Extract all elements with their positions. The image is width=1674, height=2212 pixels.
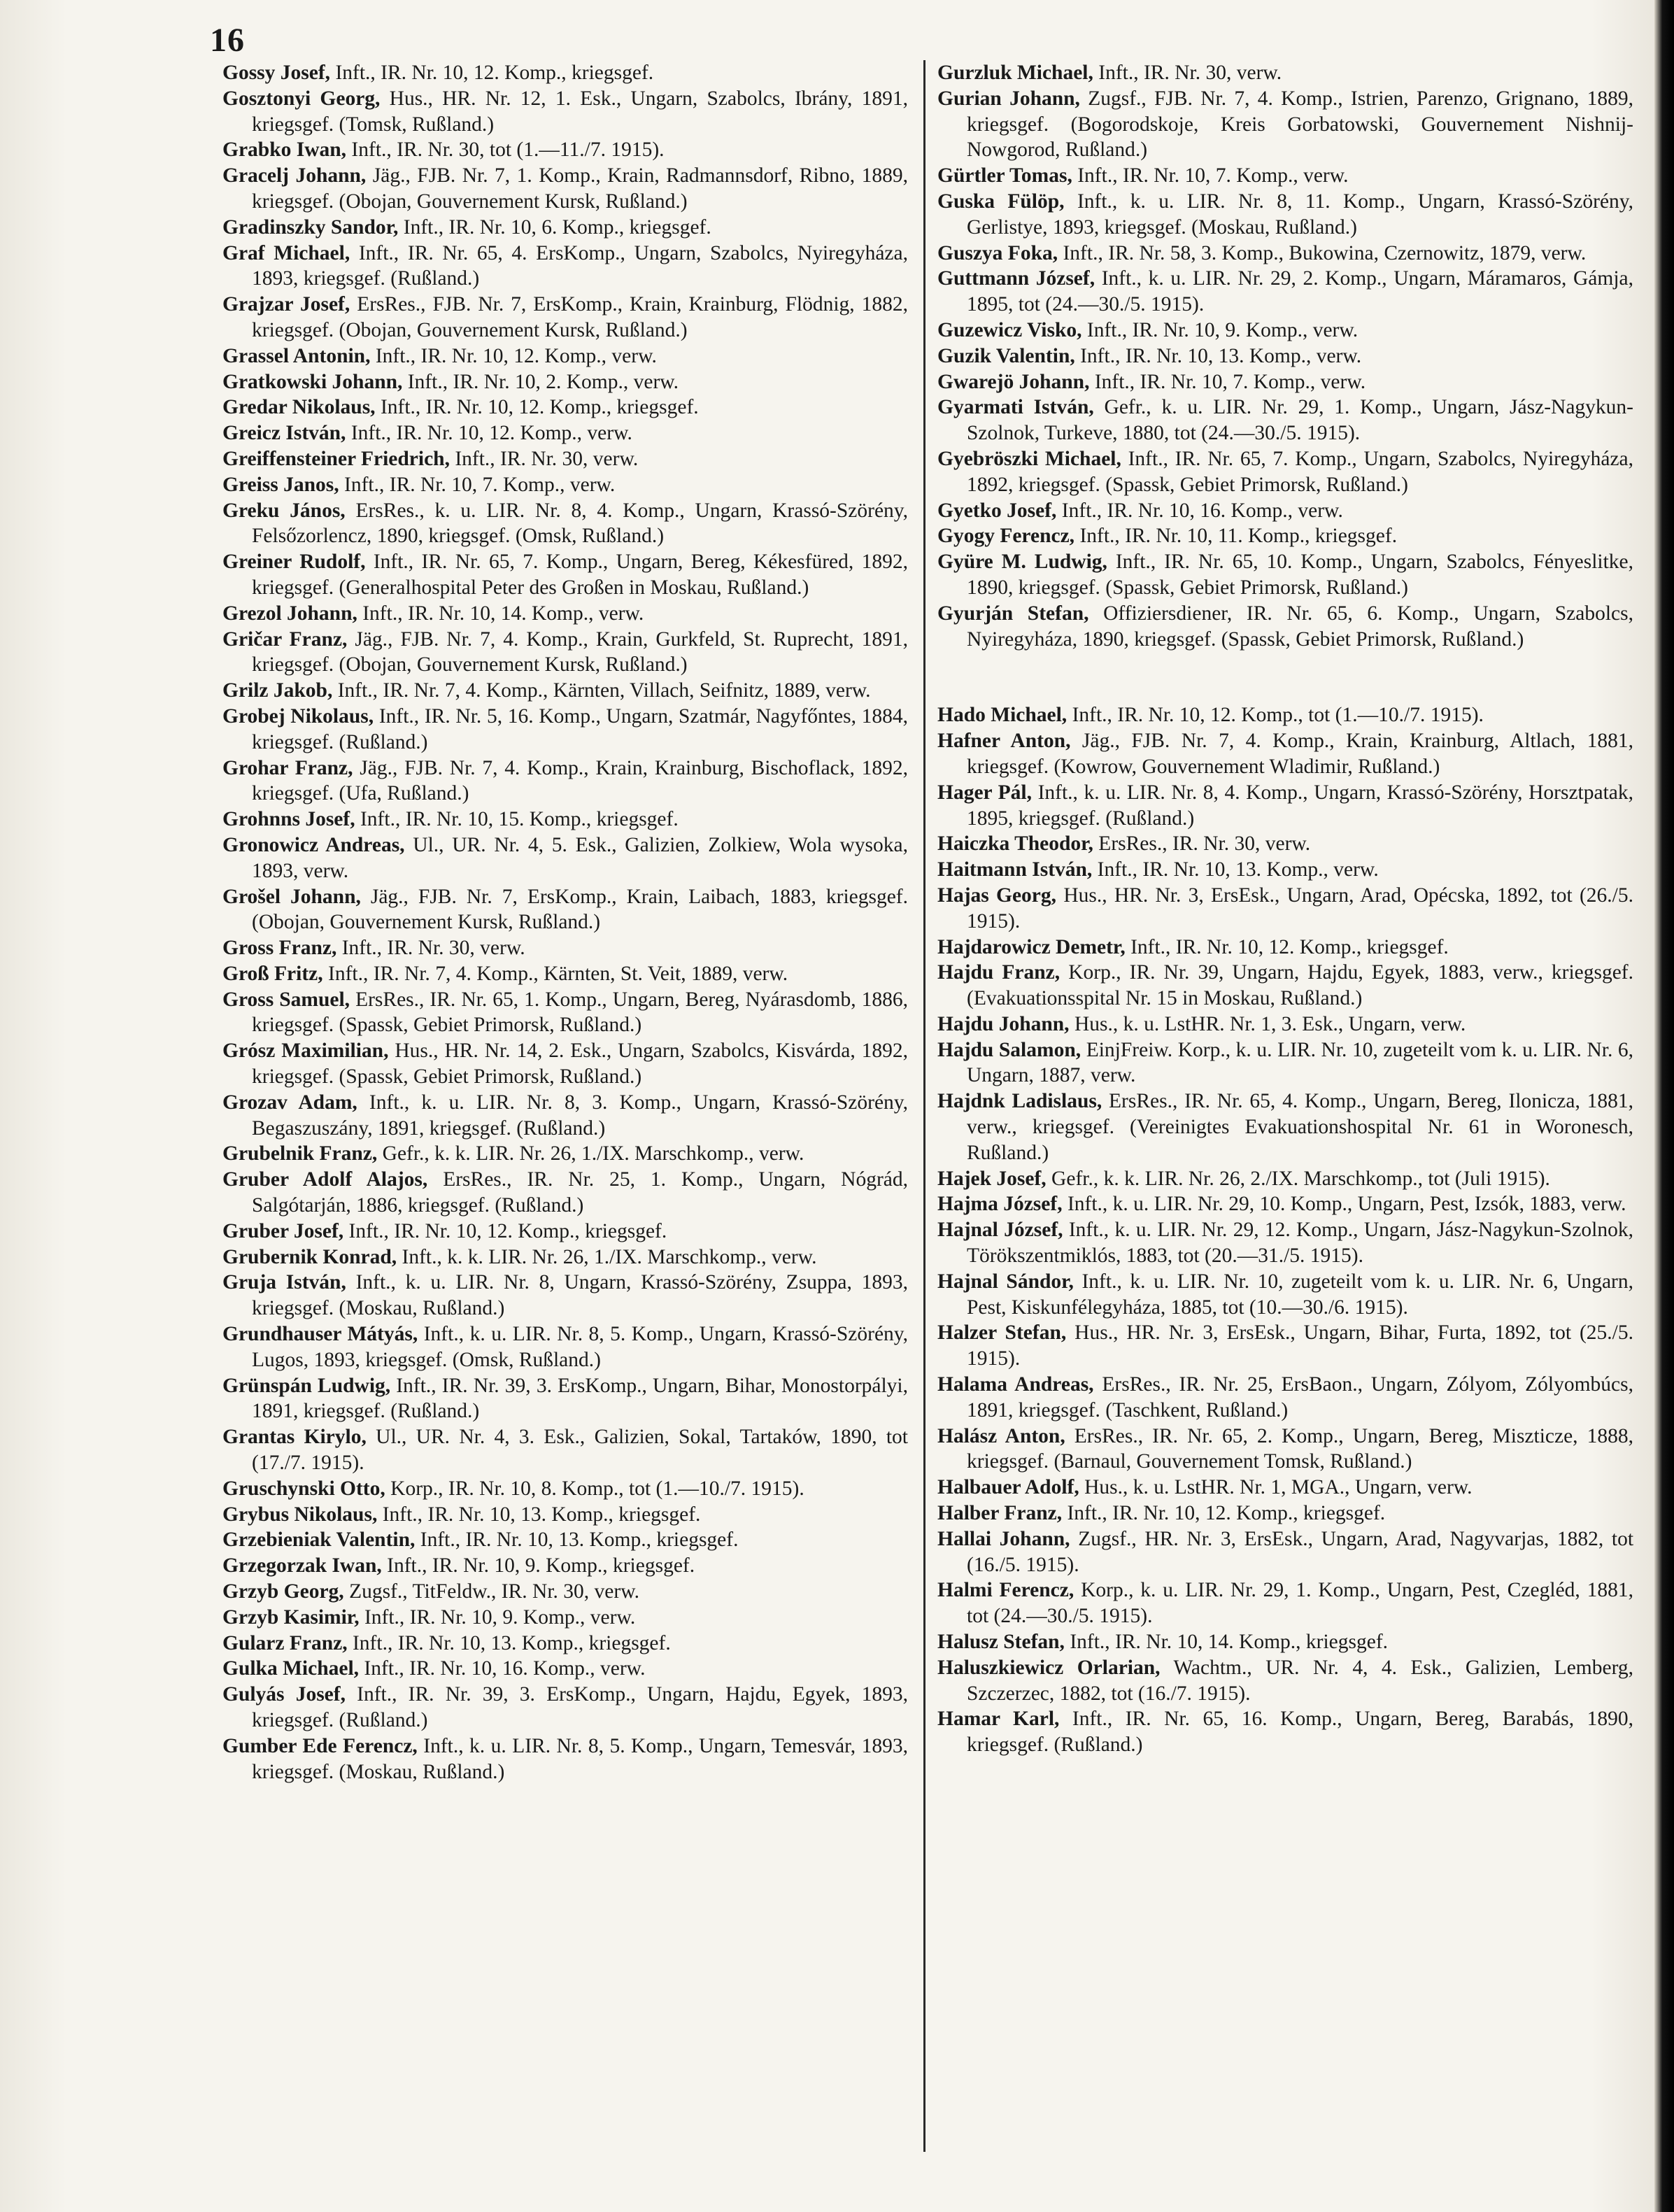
- list-entry: [222, 395, 908, 420]
- entry-name: Gričar Franz,: [222, 628, 348, 651]
- list-entry: [937, 60, 1633, 86]
- entry-name: Grzyb Kasimir,: [222, 1605, 360, 1629]
- entry-details: Inft., IR. Nr. 10, 16. Komp., verw.: [1061, 499, 1343, 522]
- list-entry: [937, 831, 1633, 857]
- entry-name: Halusz Stefan,: [937, 1631, 1065, 1654]
- entry-details: ErsRes., FJB. Nr. 7, ErsKomp., Krain, Krainburg, Flödnig, 1882, kriegsgef. (Obojan, Gouvernement Kursk, Rußland.): [252, 293, 908, 341]
- list-entry: [222, 756, 908, 807]
- entry-name: Gurian Johann,: [937, 87, 1080, 110]
- entry-details: Hus., HR. Nr. 14, 2. Esk., Ungarn, Szabolcs, Kisvárda, 1892, kriegsgef. (Spassk, Gebiet Primorsk, Rußland.): [252, 1040, 908, 1089]
- list-entry: [222, 1734, 908, 1785]
- entry-name: Gratkowski Johann,: [222, 370, 403, 393]
- list-entry: [222, 1682, 908, 1734]
- entry-details: Inft., IR. Nr. 10, 12. Komp., kriegsgef.: [335, 62, 654, 84]
- list-entry: [222, 987, 908, 1039]
- list-entry: [937, 189, 1633, 241]
- list-entry: [222, 86, 908, 138]
- entry-details: Inft., IR. Nr. 65, 16. Komp., Ungarn, Bereg, Barabás, 1890, kriegsgef. (Rußland.): [967, 1708, 1633, 1757]
- right-column-bottom: [937, 702, 1633, 1758]
- entry-name: Grundhauser Mátyás,: [222, 1323, 418, 1346]
- list-entry: [937, 960, 1633, 1012]
- entry-details: EinjFreiw. Korp., k. u. LIR. Nr. 10, zugeteilt vom k. u. LIR. Nr. 6, Ungarn, 1887, verw.: [967, 1038, 1634, 1087]
- entry-name: Grilz Jakob,: [222, 679, 333, 702]
- entry-details: Inft., k. u. LIR. Nr. 29, 2. Komp., Ungarn, Máramaros, Gámja, 1895, tot (24.—30./5. 1915).: [967, 267, 1633, 316]
- list-entry: [937, 163, 1633, 189]
- entry-details: ErsRes., IR. Nr. 65, 2. Komp., Ungarn, Bereg, Miszticze, 1888, kriegsgef. (Barnaul, Gouvernement Tomsk, Rußland.): [967, 1424, 1633, 1473]
- entry-details: Inft., IR. Nr. 65, 7. Komp., Ungarn, Bereg, Kékesfüred, 1892, kriegsgef. (Generalhospital Peter des Großen in Moskau, Rußland.): [252, 551, 909, 599]
- entry-name: Hajnal József,: [937, 1219, 1063, 1242]
- list-entry: [937, 857, 1633, 883]
- entry-name: Guzewicz Visko,: [937, 318, 1082, 341]
- list-entry: [937, 549, 1633, 601]
- entry-details: ErsRes., IR. Nr. 25, 1. Komp., Ungarn, Nógrád, Salgótarján, 1886, kriegsgef. (Rußland.): [252, 1168, 908, 1217]
- entry-details: Inft., IR. Nr. 39, 3. ErsKomp., Ungarn, Hajdu, Egyek, 1893, kriegsgef. (Rußland.): [252, 1683, 908, 1731]
- list-entry: [222, 1321, 908, 1373]
- list-entry: [222, 1553, 908, 1579]
- list-entry: [937, 935, 1633, 960]
- entry-name: Halzer Stefan,: [937, 1321, 1067, 1345]
- entry-details: Inft., k. u. LIR. Nr. 10, zugeteilt vom k. u. LIR. Nr. 6, Ungarn, Pest, Kiskunfélegyháza, 1885, tot (10.—30./6. 1915).: [967, 1270, 1633, 1319]
- entry-details: Zugsf., FJB. Nr. 7, 4. Komp., Istrien, Parenzo, Grignano, 1889, kriegsgef. (Bogorodskoje, Kreis Gorbatowski, Gouvernement Nishnij-Nowgorod, Rußland.): [967, 87, 1633, 162]
- entry-name: Hajdu Salamon,: [937, 1038, 1081, 1061]
- entry-name: Gradinszky Sandor,: [222, 215, 399, 239]
- entry-name: Guzik Valentin,: [937, 344, 1075, 367]
- entry-name: Grzegorzak Iwan,: [222, 1554, 382, 1578]
- entry-details: Inft., IR. Nr. 39, 3. ErsKomp., Ungarn, Bihar, Monostorpályi, 1891, kriegsgef. (Rußland.): [252, 1374, 908, 1423]
- list-entry: [937, 1269, 1633, 1321]
- list-entry: [937, 1526, 1633, 1578]
- entry-name: Grošel Johann,: [222, 885, 361, 908]
- list-entry: [222, 1656, 908, 1682]
- list-entry: [222, 935, 908, 961]
- entry-details: Inft., IR. Nr. 10, 7. Komp., verw.: [1094, 370, 1366, 393]
- entry-details: Inft., IR. Nr. 10, 9. Komp., kriegsgef.: [387, 1554, 695, 1578]
- list-entry: [937, 1012, 1633, 1037]
- entry-details: Inft., k. u. LIR. Nr. 8, 3. Komp., Ungarn, Krassó-Szörény, Begaszuszány, 1891, kriegsgef. (Rußland.): [252, 1091, 909, 1140]
- entry-name: Hajdu Franz,: [937, 961, 1061, 984]
- entry-name: Gyurján Stefan,: [937, 602, 1089, 625]
- entry-name: Haiczka Theodor,: [937, 832, 1093, 856]
- list-entry: [937, 1706, 1633, 1758]
- entry-name: Grantas Kirylo,: [222, 1426, 367, 1449]
- entry-details: Inft., IR. Nr. 10, 14. Komp., kriegsgef.: [1070, 1631, 1389, 1654]
- entry-name: Gosztonyi Georg,: [222, 87, 381, 110]
- list-entry: [937, 1501, 1633, 1526]
- entry-details: Inft., IR. Nr. 10, 12. Komp., kriegsgef.: [380, 396, 699, 419]
- list-entry: [937, 1089, 1633, 1165]
- list-entry: [222, 1270, 908, 1321]
- list-entry: [937, 601, 1633, 653]
- entry-details: Inft., IR. Nr. 10, 7. Komp., verw.: [1077, 164, 1349, 187]
- entry-details: Inft., IR. Nr. 10, 11. Komp., kriegsgef.: [1079, 525, 1398, 548]
- list-entry: [222, 1476, 908, 1502]
- list-entry: [937, 1037, 1633, 1089]
- entry-name: Grzebieniak Valentin,: [222, 1529, 416, 1552]
- list-entry: [937, 395, 1633, 446]
- entry-details: Inft., IR. Nr. 10, 12. Komp., tot (1.—10./7. 1915).: [1072, 704, 1484, 727]
- entry-name: Hajnal Sándor,: [937, 1270, 1074, 1293]
- entry-name: Gyebröszki Michael,: [937, 447, 1121, 470]
- entry-name: Hajdarowicz Demetr,: [937, 935, 1126, 958]
- entry-details: Ul., UR. Nr. 4, 3. Esk., Galizien, Sokal, Tartaków, 1890, tot (17./7. 1915).: [252, 1426, 909, 1475]
- entry-name: Hajek Josef,: [937, 1167, 1047, 1190]
- list-entry: [222, 832, 908, 884]
- entry-name: Hager Pál,: [937, 781, 1033, 804]
- list-entry: [937, 241, 1633, 267]
- entry-details: Inft., k. u. LIR. Nr. 29, 10. Komp., Ungarn, Pest, Izsók, 1883, verw.: [1067, 1193, 1626, 1216]
- list-entry: [222, 241, 908, 292]
- entry-name: Grabko Iwan,: [222, 139, 347, 162]
- left-column: [222, 60, 908, 1785]
- entry-name: Guska Fülöp,: [937, 190, 1065, 213]
- entry-details: Inft., IR. Nr. 10, 7. Komp., verw.: [344, 473, 616, 496]
- entry-details: Inft., IR. Nr. 10, 2. Komp., verw.: [407, 370, 679, 393]
- list-entry: [222, 807, 908, 832]
- list-entry: [937, 1372, 1633, 1424]
- entry-details: Inft., IR. Nr. 30, verw.: [1098, 62, 1282, 84]
- entry-details: Hus., k. u. LstHR. Nr. 1, 3. Esk., Ungarn, verw.: [1074, 1012, 1466, 1035]
- list-entry: [222, 343, 908, 369]
- list-entry: [222, 1527, 908, 1553]
- entry-name: Hajdu Johann,: [937, 1012, 1070, 1035]
- entry-details: Inft., IR. Nr. 7, 4. Komp., Kärnten, St. Veit, 1889, verw.: [328, 962, 788, 985]
- list-entry: [937, 266, 1633, 318]
- entry-details: Inft., k. u. LIR. Nr. 29, 12. Komp., Ungarn, Jász-Nagykun-Szolnok, Törökszentmiklós, 1883, tot (20.—31./5. 1915).: [967, 1219, 1633, 1268]
- entry-details: Zugsf., HR. Nr. 3, ErsEsk., Ungarn, Arad, Nagyvarjas, 1882, tot (16./5. 1915).: [967, 1527, 1634, 1576]
- entry-name: Greku János,: [222, 499, 346, 522]
- list-entry: [937, 780, 1633, 832]
- list-entry: [222, 1502, 908, 1528]
- entry-name: Gyüre M. Ludwig,: [937, 551, 1107, 574]
- list-entry: [937, 728, 1633, 780]
- list-entry: [222, 369, 908, 395]
- entry-name: Guszya Foka,: [937, 241, 1058, 264]
- entry-details: Offiziersdiener, IR. Nr. 65, 6. Komp., Ungarn, Szabolcs, Nyiregyháza, 1890, kriegsgef. (Spassk, Gebiet Primorsk, Rußland.): [967, 602, 1633, 651]
- column-divider: [923, 60, 925, 2152]
- scan-edge: [1654, 0, 1674, 2212]
- entry-details: Jäg., FJB. Nr. 7, 4. Komp., Krain, Krainburg, Altlach, 1881, kriegsgef. (Kowrow, Gouvernement Wladimir, Rußland.): [967, 730, 1633, 778]
- list-entry: [222, 498, 908, 550]
- entry-details: Gefr., k. k. LIR. Nr. 26, 2./IX. Marschkomp., tot (Juli 1915).: [1051, 1167, 1550, 1190]
- entry-details: Jäg., FJB. Nr. 7, 1. Komp., Krain, Radmannsdorf, Ribno, 1889, kriegsgef. (Obojan, Gouvernement Kursk, Rußland.): [252, 164, 909, 213]
- entry-name: Grzyb Georg,: [222, 1580, 344, 1603]
- entry-name: Hajdnk Ladislaus,: [937, 1090, 1102, 1113]
- entry-name: Halbauer Adolf,: [937, 1476, 1079, 1499]
- entry-details: Inft., IR. Nr. 65, 10. Komp., Ungarn, Szabolcs, Fényeslitke, 1890, kriegsgef. (Spassk, Gebiet Primorsk, Rußland.): [967, 551, 1634, 599]
- entry-details: Ul., UR. Nr. 4, 5. Esk., Galizien, Zolkiew, Wola wysoka, 1893, verw.: [252, 833, 908, 882]
- entry-name: Gurzluk Michael,: [937, 62, 1093, 84]
- entry-details: Gefr., k. k. LIR. Nr. 26, 1./IX. Marschkomp., verw.: [382, 1142, 804, 1165]
- entry-details: Inft., IR. Nr. 10, 12. Komp., kriegsgef.: [1130, 935, 1449, 958]
- list-entry: [222, 215, 908, 241]
- entry-details: Inft., IR. Nr. 10, 12. Komp., verw.: [350, 422, 632, 445]
- entry-details: Inft., k. u. LIR. Nr. 8, 5. Komp., Ungarn, Temesvár, 1893, kriegsgef. (Moskau, Rußland.): [252, 1734, 908, 1783]
- list-entry: [222, 1631, 908, 1657]
- entry-details: Gefr., k. u. LIR. Nr. 29, 1. Komp., Ungarn, Jász-Nagykun-Szolnok, Turkeve, 1880, tot (24.—30./5. 1915).: [967, 396, 1633, 445]
- list-entry: [222, 678, 908, 704]
- entry-name: Grobej Nikolaus,: [222, 704, 374, 728]
- list-entry: [222, 472, 908, 498]
- entry-details: ErsRes., IR. Nr. 65, 1. Komp., Ungarn, Bereg, Nyárasdomb, 1886, kriegsgef. (Spassk, Gebiet Primorsk, Rußland.): [252, 988, 908, 1037]
- entry-name: Haitmann István,: [937, 858, 1093, 881]
- list-entry: [222, 884, 908, 936]
- entry-name: Grubernik Konrad,: [222, 1245, 397, 1268]
- list-entry: [937, 343, 1633, 369]
- list-entry: [222, 163, 908, 215]
- entry-name: Gyetko Josef,: [937, 499, 1057, 522]
- page-number: 16: [210, 22, 245, 59]
- list-entry: [937, 318, 1633, 343]
- list-entry: [937, 1475, 1633, 1501]
- entry-name: Gracelj Johann,: [222, 164, 367, 187]
- entry-details: Inft., IR. Nr. 10, 12. Komp., verw.: [375, 344, 657, 367]
- entry-details: Inft., IR. Nr. 30, verw.: [455, 447, 639, 470]
- list-entry: [222, 1090, 908, 1142]
- entry-details: Inft., IR. Nr. 30, tot (1.—11./7. 1915).: [351, 139, 665, 162]
- list-entry: [937, 702, 1633, 728]
- entry-details: Inft., k. u. LIR. Nr. 8, 5. Komp., Ungarn, Krassó-Szörény, Lugos, 1893, kriegsgef. (Omsk, Rußland.): [252, 1323, 909, 1371]
- entry-details: ErsRes., IR. Nr. 25, ErsBaon., Ungarn, Zólyom, Zólyombúcs, 1891, kriegsgef. (Taschkent, Rußland.): [967, 1373, 1633, 1422]
- list-entry: [937, 1191, 1633, 1217]
- entry-details: Inft., IR. Nr. 65, 7. Komp., Ungarn, Szabolcs, Nyiregyháza, 1892, kriegsgef. (Spassk, Gebiet Primorsk, Rußland.): [967, 447, 1634, 496]
- list-entry: [222, 704, 908, 756]
- entry-name: Hajma József,: [937, 1193, 1063, 1216]
- list-entry: [222, 60, 908, 86]
- list-entry: [222, 1424, 908, 1476]
- entry-name: Gossy Josef,: [222, 62, 331, 84]
- list-entry: [937, 1424, 1633, 1475]
- list-entry: [222, 1245, 908, 1270]
- list-entry: [222, 1373, 908, 1425]
- entry-name: Halász Anton,: [937, 1424, 1065, 1447]
- section-gap: [937, 652, 1633, 702]
- list-entry: [937, 1655, 1633, 1707]
- list-entry: [937, 883, 1633, 935]
- entry-name: Gross Samuel,: [222, 988, 350, 1011]
- entry-name: Gross Franz,: [222, 937, 337, 960]
- right-column-top: [937, 60, 1633, 652]
- entry-details: Hus., HR. Nr. 3, ErsEsk., Ungarn, Arad, Opécska, 1892, tot (26./5. 1915).: [967, 884, 1633, 933]
- right-column: [937, 60, 1633, 1758]
- entry-name: Gürtler Tomas,: [937, 164, 1072, 187]
- entry-name: Grassel Antonin,: [222, 344, 371, 367]
- entry-details: Inft., k. u. LIR. Nr. 8, Ungarn, Krassó-Szörény, Zsuppa, 1893, kriegsgef. (Moskau, Rußland.): [252, 1271, 909, 1320]
- entry-name: Grybus Nikolaus,: [222, 1503, 378, 1526]
- list-entry: [937, 1578, 1633, 1629]
- entry-name: Gyogy Ferencz,: [937, 525, 1075, 548]
- entry-details: Hus., k. u. LstHR. Nr. 1, MGA., Ungarn, verw.: [1084, 1476, 1473, 1499]
- entry-details: Inft., IR. Nr. 10, 12. Komp., kriegsgef.: [348, 1219, 667, 1242]
- list-entry: [222, 601, 908, 627]
- entry-details: Inft., IR. Nr. 10, 12. Komp., kriegsgef.: [1067, 1502, 1386, 1525]
- entry-details: Inft., k. u. LIR. Nr. 8, 11. Komp., Ungarn, Krassó-Szörény, Gerlistye, 1893, kriegsgef. (Moskau, Rußland.): [967, 190, 1634, 239]
- entry-name: Haluszkiewicz Orlarian,: [937, 1656, 1161, 1679]
- entry-name: Hafner Anton,: [937, 730, 1071, 753]
- entry-name: Gruja István,: [222, 1271, 346, 1294]
- list-entry: [937, 86, 1633, 163]
- entry-details: Inft., IR. Nr. 10, 6. Komp., kriegsgef.: [403, 215, 711, 239]
- list-entry: [937, 1166, 1633, 1192]
- entry-name: Halama Andreas,: [937, 1373, 1094, 1396]
- entry-details: Korp., k. u. LIR. Nr. 29, 1. Komp., Ungarn, Pest, Czegléd, 1881, tot (24.—30./5. 1915).: [967, 1579, 1634, 1628]
- entry-name: Grohar Franz,: [222, 756, 353, 779]
- entry-name: Gulyás Josef,: [222, 1683, 346, 1706]
- entry-details: ErsRes., IR. Nr. 65, 4. Komp., Ungarn, Bereg, Ilonicza, 1881, verw., kriegsgef. (Vereinigtes Evakuationshospital Nr. 61 in Woronesch, Rußland.): [967, 1090, 1633, 1164]
- entry-name: Grósz Maximilian,: [222, 1040, 389, 1063]
- entry-name: Grajzar Josef,: [222, 293, 350, 316]
- list-entry: [222, 1219, 908, 1245]
- entry-details: Inft., IR. Nr. 10, 13. Komp., verw.: [1080, 344, 1362, 367]
- entry-details: Inft., IR. Nr. 10, 13. Komp., kriegsgef.: [352, 1631, 671, 1654]
- entry-details: Inft., IR. Nr. 10, 9. Komp., verw.: [364, 1605, 636, 1629]
- entry-details: Inft., IR. Nr. 10, 14. Komp., verw.: [362, 602, 644, 625]
- list-entry: [937, 369, 1633, 395]
- entry-details: Jäg., FJB. Nr. 7, 4. Komp., Krain, Gurkfeld, St. Ruprecht, 1891, kriegsgef. (Obojan, Gouvernement Kursk, Rußland.): [252, 628, 909, 676]
- entry-details: Hus., HR. Nr. 12, 1. Esk., Ungarn, Szabolcs, Ibrány, 1891, kriegsgef. (Tomsk, Rußland.): [252, 87, 908, 136]
- entry-details: Inft., IR. Nr. 5, 16. Komp., Ungarn, Szatmár, Nagyfőntes, 1884, kriegsgef. (Rußland.): [252, 704, 909, 753]
- entry-details: Inft., IR. Nr. 58, 3. Komp., Bukowina, Czernowitz, 1879, verw.: [1063, 241, 1587, 264]
- entry-details: Inft., k. u. LIR. Nr. 8, 4. Komp., Ungarn, Krassó-Szörény, Horsztpatak, 1895, kriegsgef. (Rußland.): [967, 781, 1634, 830]
- list-entry: [222, 292, 908, 343]
- entry-name: Grünspán Ludwig,: [222, 1374, 391, 1397]
- entry-details: Korp., IR. Nr. 10, 8. Komp., tot (1.—10./7. 1915).: [390, 1477, 804, 1500]
- entry-name: Gyarmati István,: [937, 396, 1094, 419]
- list-entry: [937, 523, 1633, 549]
- list-entry: [222, 1038, 908, 1090]
- entry-name: Greiss Janos,: [222, 473, 339, 496]
- entry-details: Jäg., FJB. Nr. 7, ErsKomp., Krain, Laibach, 1883, kriegsgef. (Obojan, Gouvernement Kursk, Rußland.): [252, 885, 909, 934]
- entry-details: ErsRes., k. u. LIR. Nr. 8, 4. Komp., Ungarn, Krassó-Szörény, Felsőzorlencz, 1890, kriegsgef. (Omsk, Rußland.): [252, 499, 908, 548]
- entry-name: Greiffensteiner Friedrich,: [222, 447, 450, 470]
- entry-details: Inft., IR. Nr. 10, 16. Komp., verw.: [364, 1657, 646, 1680]
- entry-name: Gulka Michael,: [222, 1657, 360, 1680]
- entry-name: Grubelnik Franz,: [222, 1142, 378, 1165]
- entry-name: Greiner Rudolf,: [222, 551, 366, 574]
- entry-details: Inft., IR. Nr. 10, 13. Komp., verw.: [1097, 858, 1379, 881]
- list-entry: [222, 446, 908, 472]
- list-entry: [222, 627, 908, 679]
- entry-name: Halmi Ferencz,: [937, 1579, 1074, 1602]
- entry-details: Inft., IR. Nr. 10, 15. Komp., kriegsgef.: [360, 808, 679, 831]
- entry-details: Inft., IR. Nr. 30, verw.: [341, 937, 525, 960]
- entry-details: Inft., IR. Nr. 10, 13. Komp., kriegsgef.: [420, 1529, 739, 1552]
- list-entry: [937, 1320, 1633, 1372]
- entry-name: Hamar Karl,: [937, 1708, 1060, 1731]
- entry-name: Gruschynski Otto,: [222, 1477, 385, 1500]
- entry-name: Graf Michael,: [222, 241, 350, 264]
- entry-name: Greicz István,: [222, 422, 346, 445]
- entry-name: Gwarejö Johann,: [937, 370, 1090, 393]
- entry-name: Grohnns Josef,: [222, 808, 355, 831]
- entry-name: Hado Michael,: [937, 704, 1067, 727]
- entry-name: Gredar Nikolaus,: [222, 396, 376, 419]
- entry-details: Jäg., FJB. Nr. 7, 4. Komp., Krain, Krainburg, Bischoflack, 1892, kriegsgef. (Ufa, Rußland.): [252, 756, 909, 805]
- entry-details: Inft., IR. Nr. 10, 9. Komp., verw.: [1086, 318, 1359, 341]
- entry-name: Hallai Johann,: [937, 1527, 1070, 1550]
- entry-name: Grezol Johann,: [222, 602, 357, 625]
- entry-details: Inft., k. k. LIR. Nr. 26, 1./IX. Marschkomp., verw.: [402, 1245, 817, 1268]
- entry-details: Hus., HR. Nr. 3, ErsEsk., Ungarn, Bihar, Furta, 1892, tot (25./5. 1915).: [967, 1321, 1633, 1370]
- list-entry: [937, 498, 1633, 524]
- list-entry: [937, 1629, 1633, 1655]
- entry-details: ErsRes., IR. Nr. 30, verw.: [1098, 832, 1311, 856]
- entry-name: Gumber Ede Ferencz,: [222, 1734, 418, 1757]
- entry-name: Halber Franz,: [937, 1502, 1063, 1525]
- list-entry: [937, 1217, 1633, 1269]
- entry-name: Hajas Georg,: [937, 884, 1057, 907]
- entry-name: Gruber Josef,: [222, 1219, 344, 1242]
- entry-details: Inft., IR. Nr. 7, 4. Komp., Kärnten, Villach, Seifnitz, 1889, verw.: [337, 679, 871, 702]
- entry-name: Gruber Adolf Alajos,: [222, 1168, 428, 1191]
- list-entry: [222, 961, 908, 987]
- entry-name: Gularz Franz,: [222, 1631, 348, 1654]
- list-entry: [937, 446, 1633, 498]
- entry-details: Korp., IR. Nr. 39, Ungarn, Hajdu, Egyek, 1883, verw., kriegsgef. (Evakuationsspital Nr. 15 in Moskau, Rußland.): [967, 961, 1634, 1010]
- entry-name: Grozav Adam,: [222, 1091, 357, 1114]
- entry-name: Guttmann József,: [937, 267, 1095, 290]
- entry-details: Inft., IR. Nr. 10, 13. Komp., kriegsgef.: [382, 1503, 701, 1526]
- entry-details: Inft., IR. Nr. 65, 4. ErsKomp., Ungarn, Szabolcs, Nyiregyháza, 1893, kriegsgef. (Rußland.): [252, 241, 908, 290]
- entry-details: Zugsf., TitFeldw., IR. Nr. 30, verw.: [349, 1580, 639, 1603]
- entry-name: Gronowicz Andreas,: [222, 833, 405, 856]
- list-entry: [222, 1605, 908, 1631]
- list-entry: [222, 420, 908, 446]
- entry-details: Wachtm., UR. Nr. 4, 4. Esk., Galizien, Lemberg, Szczerzec, 1882, tot (16./7. 1915).: [967, 1656, 1633, 1705]
- list-entry: [222, 1141, 908, 1167]
- entry-name: Groß Fritz,: [222, 962, 323, 985]
- list-entry: [222, 549, 908, 601]
- list-entry: [222, 1579, 908, 1605]
- list-entry: [222, 1167, 908, 1219]
- list-entry: [222, 137, 908, 163]
